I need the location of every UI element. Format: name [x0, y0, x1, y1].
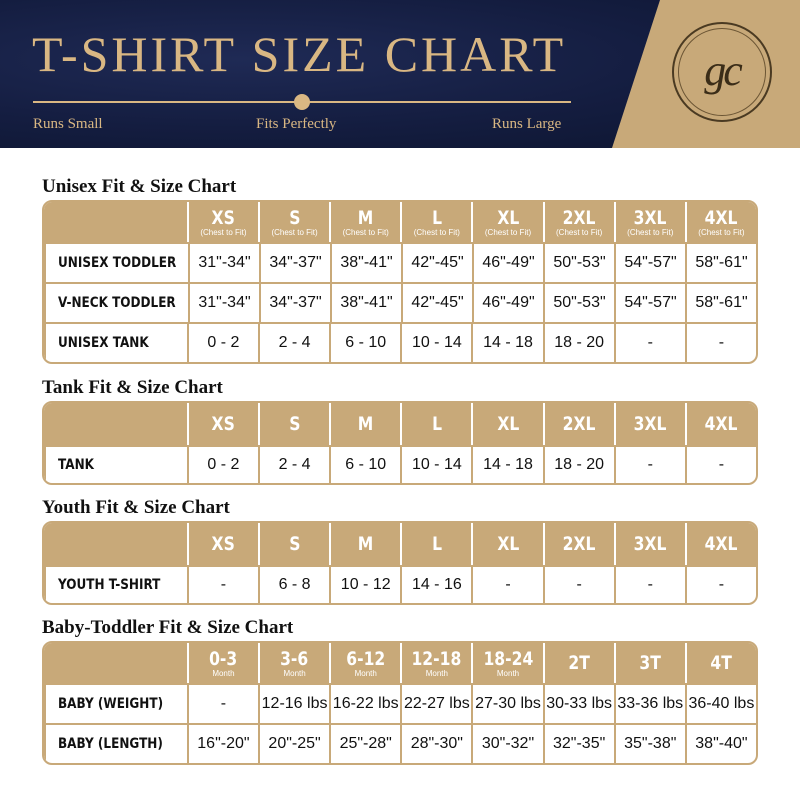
table-cell: [543, 324, 614, 362]
table-cell: [543, 244, 614, 282]
table-cell: [400, 725, 471, 763]
size-label: 4XL: [705, 206, 738, 229]
table-cell: [685, 447, 756, 483]
row-label-cell: [44, 244, 188, 282]
table-cell: [329, 725, 400, 763]
size-label: L: [431, 206, 442, 229]
header-corner-cell: [44, 202, 187, 242]
size-sublabel: (Chest to Fit): [413, 227, 460, 237]
cell-value: 14 - 18: [483, 334, 533, 351]
cell-value: 46"-49": [482, 294, 535, 311]
size-label: 4T: [710, 652, 733, 674]
size-header-cell: [614, 202, 685, 242]
row-label-cell: [44, 725, 187, 763]
cell-value: 0 - 2: [207, 334, 240, 351]
cell-value: 50"-53": [553, 254, 606, 271]
table-cell: [187, 685, 258, 723]
table-cell: [187, 725, 258, 763]
row-label-cell: [44, 447, 187, 483]
size-sublabel: (Chest to Fit): [271, 227, 318, 237]
table-cell: [258, 447, 329, 483]
size-header-cell: [471, 523, 542, 565]
cell-value: 34"-37": [269, 294, 322, 311]
table-cell: [614, 284, 685, 322]
cell-value: 20"-25": [268, 735, 321, 752]
cell-value: -: [220, 695, 227, 712]
table-header-row: [44, 202, 756, 242]
table-cell: [258, 324, 329, 362]
header-banner: [0, 0, 800, 148]
table-cell: [685, 284, 756, 322]
row-label: BABY (WEIGHT): [58, 696, 164, 712]
table-cell: [543, 447, 614, 483]
size-sublabel: (Chest to Fit): [698, 227, 745, 237]
table-cell: [472, 244, 543, 282]
size-label: M: [357, 206, 374, 229]
table-cell: [685, 567, 756, 603]
fit-label-fits-perfectly: Fits Perfectly: [256, 116, 337, 132]
row-label: UNISEX TANK: [58, 335, 149, 351]
size-label: XL: [497, 413, 519, 435]
cell-value: 58"-61": [695, 254, 748, 271]
size-label: 2XL: [562, 413, 596, 435]
cell-value: -: [718, 576, 725, 593]
cell-value: 32"-35": [552, 735, 606, 752]
size-label: 3XL: [633, 206, 667, 229]
table-cell: [329, 567, 400, 603]
size-label: 3T: [639, 652, 662, 674]
section-title-unisex: Unisex Fit & Size Chart: [42, 176, 237, 197]
size-header-cell: [543, 643, 614, 683]
table-cell: [471, 685, 542, 723]
row-label-cell: [44, 685, 187, 723]
size-header-cell: [543, 202, 614, 242]
page-title: T-SHIRT SIZE CHART: [32, 26, 567, 82]
table-cell: [614, 324, 685, 362]
table-cell: [400, 447, 471, 483]
fit-label-runs-large: Runs Large: [492, 116, 562, 132]
cell-value: -: [505, 576, 511, 593]
table-cell: [400, 567, 471, 603]
table-row: [44, 723, 756, 763]
cell-value: 58"-61": [695, 294, 748, 311]
size-label: S: [288, 413, 301, 435]
size-sublabel: Month: [354, 668, 377, 678]
size-header-cell: [187, 643, 258, 683]
size-table-tank: [42, 401, 758, 485]
cell-value: 38"-41": [340, 294, 393, 311]
size-header-cell: [400, 403, 471, 445]
section-title-youth: Youth Fit & Size Chart: [42, 497, 230, 518]
size-sublabel: Month: [212, 668, 235, 678]
cell-value: 6 - 10: [345, 456, 387, 473]
size-header-cell: [329, 202, 400, 242]
table-row: [44, 282, 756, 322]
cell-value: -: [220, 576, 227, 593]
size-header-cell: [187, 523, 258, 565]
cell-value: 54"-57": [624, 294, 677, 311]
size-label: S: [288, 206, 301, 229]
size-sublabel: (Chest to Fit): [627, 227, 674, 237]
cell-value: -: [718, 334, 725, 351]
table-cell: [330, 284, 401, 322]
row-label-cell: [44, 567, 187, 603]
cell-value: 28"-30": [410, 735, 463, 752]
size-header-cell: [258, 202, 329, 242]
cell-value: -: [576, 576, 582, 593]
logo-monogram: gc: [704, 45, 740, 95]
size-label: 6-12: [346, 647, 386, 670]
size-label: M: [357, 413, 374, 435]
cell-value: 10 - 12: [340, 576, 391, 593]
table-cell: [614, 567, 685, 603]
table-cell: [400, 324, 471, 362]
size-sublabel: (Chest to Fit): [484, 227, 532, 237]
size-label: XS: [211, 206, 236, 229]
size-header-cell: [685, 643, 756, 683]
cell-value: 18 - 20: [554, 334, 605, 351]
table-cell: [187, 447, 258, 483]
table-row: [44, 565, 756, 603]
size-label: 4XL: [705, 413, 738, 435]
cell-value: 22-27 lbs: [403, 695, 470, 712]
table-cell: [259, 244, 330, 282]
size-label: 2T: [568, 652, 590, 674]
row-label-cell: [44, 284, 188, 322]
section-title-tank: Tank Fit & Size Chart: [42, 377, 223, 398]
size-header-cell: [329, 643, 400, 683]
row-label: YOUTH T-SHIRT: [58, 577, 161, 593]
size-header-cell: [329, 523, 400, 565]
size-label: 18-24: [483, 647, 533, 670]
size-label: S: [288, 533, 301, 555]
size-table-youth: [42, 521, 758, 605]
size-label: 2XL: [562, 206, 596, 229]
size-header-cell: [329, 403, 400, 445]
cell-value: -: [647, 576, 653, 593]
size-label: L: [431, 533, 442, 555]
cell-value: 34"-37": [269, 254, 322, 271]
size-header-cell: [614, 403, 685, 445]
cell-value: 30-33 lbs: [546, 695, 613, 712]
size-header-cell: [471, 202, 542, 242]
table-cell: [614, 447, 685, 483]
table-row: [44, 683, 756, 723]
cell-value: 6 - 10: [345, 334, 387, 351]
cell-value: 36-40 lbs: [688, 695, 755, 712]
size-sublabel: Month: [425, 668, 448, 678]
size-header-cell: [400, 643, 471, 683]
size-sublabel: (Chest to Fit): [342, 227, 389, 237]
cell-value: 30"-32": [481, 735, 535, 752]
row-label-cell: [44, 324, 187, 362]
table-row: [44, 322, 756, 362]
table-cell: [685, 685, 756, 723]
size-sublabel: Month: [283, 668, 306, 678]
size-table-baby: [42, 641, 758, 765]
table-row: [44, 445, 756, 483]
cell-value: 42"-45": [411, 294, 464, 311]
size-table-unisex: [42, 200, 758, 364]
table-cell: [471, 447, 542, 483]
cell-value: 25"-28": [339, 735, 392, 752]
size-label: 0-3: [209, 647, 238, 670]
table-header-row: [44, 523, 756, 565]
size-header-cell: [471, 643, 542, 683]
cell-value: -: [647, 334, 653, 351]
cell-value: 0 - 2: [207, 456, 240, 473]
table-cell: [187, 324, 258, 362]
row-label: TANK: [58, 457, 95, 473]
cell-value: 2 - 4: [278, 334, 311, 351]
size-label: 2XL: [562, 533, 596, 555]
table-cell: [614, 244, 685, 282]
size-header-cell: [685, 403, 756, 445]
size-sublabel: (Chest to Fit): [200, 227, 247, 237]
cell-value: 16-22 lbs: [332, 695, 399, 712]
size-label: XS: [211, 533, 236, 555]
cell-value: 18 - 20: [554, 456, 605, 473]
cell-value: 54"-57": [624, 254, 677, 271]
table-cell: [258, 725, 329, 763]
size-label: XL: [497, 206, 519, 229]
cell-value: 50"-53": [553, 294, 606, 311]
size-header-cell: [614, 523, 685, 565]
size-header-cell: [187, 202, 258, 242]
cell-value: -: [718, 456, 725, 473]
size-label: L: [431, 413, 442, 435]
size-header-cell: [258, 643, 329, 683]
size-header-cell: [543, 523, 614, 565]
cell-value: 38"-40": [695, 735, 748, 752]
size-header-cell: [258, 403, 329, 445]
header-corner-cell: [44, 403, 187, 445]
cell-value: 14 - 16: [411, 576, 462, 593]
table-cell: [329, 447, 400, 483]
table-cell: [258, 567, 329, 603]
table-cell: [258, 685, 329, 723]
table-cell: [685, 324, 756, 362]
header-corner-cell: [44, 643, 187, 683]
table-cell: [471, 567, 542, 603]
cell-value: 12-16 lbs: [261, 695, 328, 712]
row-label: UNISEX TODDLER: [58, 255, 177, 271]
table-cell: [543, 685, 614, 723]
section-title-baby: Baby-Toddler Fit & Size Chart: [42, 617, 294, 638]
table-cell: [330, 244, 401, 282]
size-header-cell: [400, 523, 471, 565]
table-cell: [543, 725, 614, 763]
cell-value: 35"-38": [624, 735, 677, 752]
fit-label-runs-small: Runs Small: [33, 116, 103, 132]
brand-logo: [672, 22, 772, 122]
table-cell: [614, 725, 685, 763]
table-cell: [543, 284, 614, 322]
cell-value: 38"-41": [340, 254, 393, 271]
cell-value: 14 - 18: [483, 456, 533, 473]
table-header-row: [44, 403, 756, 445]
table-header-row: [44, 643, 756, 683]
table-cell: [471, 324, 542, 362]
size-label: 12-18: [411, 647, 462, 670]
size-header-cell: [614, 643, 685, 683]
cell-value: 10 - 14: [411, 334, 462, 351]
size-sublabel: Month: [496, 668, 520, 678]
size-sublabel: (Chest to Fit): [556, 227, 603, 237]
row-label: V-NECK TODDLER: [58, 295, 176, 311]
size-header-cell: [400, 202, 471, 242]
size-label: 3XL: [633, 413, 667, 435]
size-header-cell: [543, 403, 614, 445]
cell-value: -: [647, 456, 653, 473]
cell-value: 27-30 lbs: [475, 695, 541, 712]
cell-value: 10 - 14: [411, 456, 462, 473]
table-cell: [329, 324, 400, 362]
cell-value: 33-36 lbs: [617, 695, 684, 712]
size-header-cell: [685, 202, 756, 242]
cell-value: 16"-20": [197, 735, 250, 752]
table-cell: [187, 567, 258, 603]
cell-value: 31"-34": [198, 294, 251, 311]
table-cell: [400, 685, 471, 723]
size-label: XS: [211, 413, 236, 435]
table-cell: [259, 284, 330, 322]
size-header-cell: [258, 523, 329, 565]
table-cell: [614, 685, 685, 723]
table-cell: [401, 244, 472, 282]
cell-value: 2 - 4: [278, 456, 311, 473]
cell-value: 42"-45": [411, 254, 464, 271]
size-header-cell: [187, 403, 258, 445]
table-cell: [685, 725, 756, 763]
cell-value: 31"-34": [198, 254, 251, 271]
table-cell: [472, 284, 543, 322]
size-label: M: [357, 533, 374, 555]
table-cell: [401, 284, 472, 322]
row-label: BABY (LENGTH): [58, 736, 163, 752]
cell-value: 46"-49": [482, 254, 535, 271]
size-header-cell: [685, 523, 756, 565]
table-row: [44, 242, 756, 282]
table-cell: [471, 725, 542, 763]
table-cell: [543, 567, 614, 603]
fit-scale-marker: [294, 94, 310, 110]
size-label: 3XL: [633, 533, 667, 555]
table-cell: [188, 244, 259, 282]
size-label: XL: [497, 533, 519, 555]
table-cell: [188, 284, 259, 322]
header-corner-cell: [44, 523, 187, 565]
table-cell: [685, 244, 756, 282]
size-label: 4XL: [705, 533, 738, 555]
size-header-cell: [471, 403, 542, 445]
table-cell: [329, 685, 400, 723]
size-label: 3-6: [280, 647, 309, 670]
cell-value: 6 - 8: [278, 576, 311, 593]
